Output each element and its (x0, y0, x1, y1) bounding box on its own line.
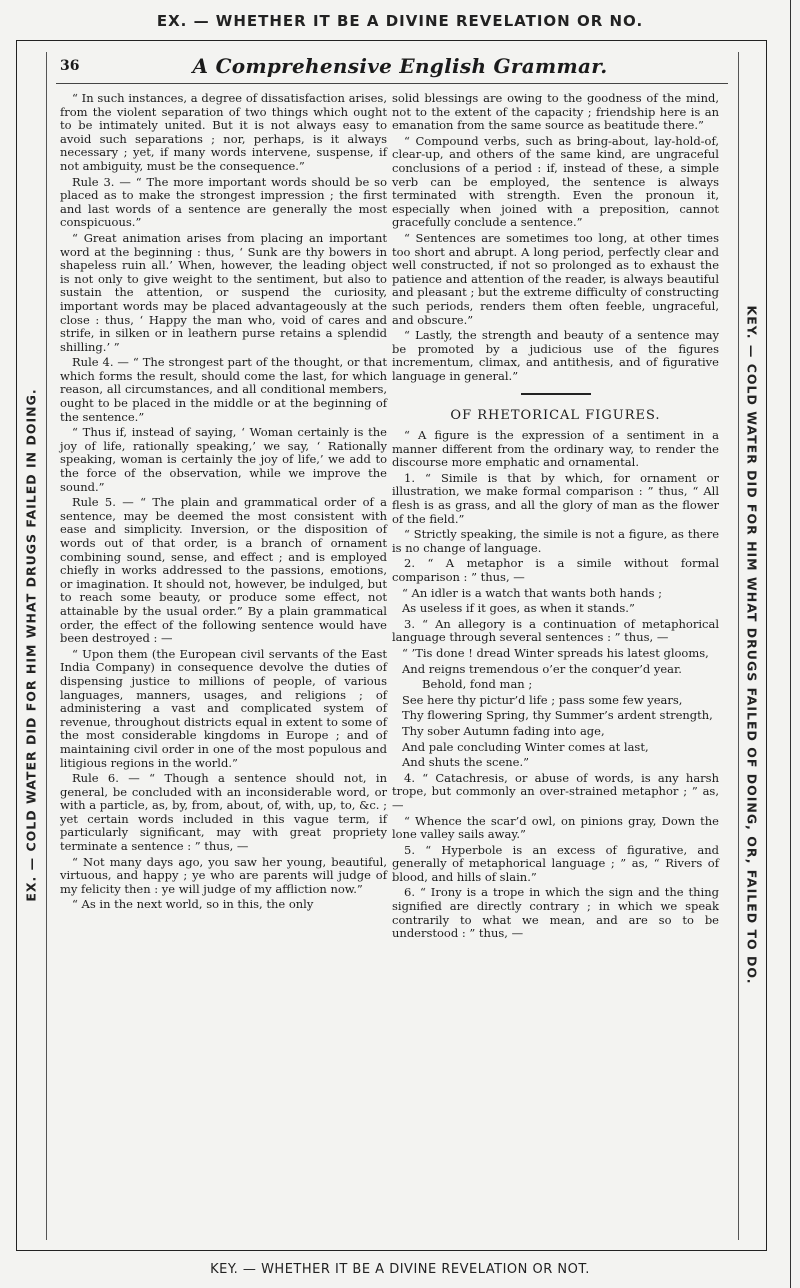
verse-line: And pale concluding Winter comes at last, (402, 739, 649, 754)
paragraph: 6. “ Irony is a trope in which the sign and the thing signified are directly contrary ; in which we speak contrarily to what we mean, and are so to be understood : ” thus, — (392, 885, 719, 941)
paragraph: “ Compound verbs, such as bring-about, lay-hold-of, clear-up, and others of the same kind, are ungraceful conclusions of a period : if, instead of these, a simple verb can be employed, the sentence is always terminated with strength. Even the pronoun it, especially when joined with a preposition, cannot gracefully conclude a sentence.” (392, 133, 719, 230)
verse-line: Thy flowering Spring, thy Summer’s ardent strength, (402, 708, 713, 723)
inner-right-rule (738, 52, 739, 1240)
paragraph: Rule 4. — “ The strongest part of the thought, or that which forms the result, should come the last, for which reason, all circumstances, and all conditional members, ought to be placed in the middle or at the beginning of the sentence.” (60, 355, 387, 424)
verse-line: Behold, fond man ; (422, 677, 533, 692)
paragraph: 5. “ Hyperbole is an excess of figurative, and generally of metaphorical language ; ” as, “ Rivers of blood, and hills of slain.” (392, 842, 719, 884)
paragraph: “ Whence the scar’d owl, on pinions gray, Down the lone valley sails away.” (392, 813, 719, 842)
edge-rule (790, 0, 791, 1288)
paragraph: 4. “ Catachresis, or abuse of words, is any harsh trope, but commonly an over-strained metaphor ; ” as, — (392, 770, 719, 812)
verse-line: See here thy pictur’d life ; pass some few years, (402, 692, 683, 707)
paragraph: “ Sentences are sometimes too long, at other times too short and abrupt. A long period, perfectly clear and well constructed, if not so prolonged as to exhaust the patience and attention of the reader, is always beautiful and pleasant ; but the extreme difficulty of constructing such periods, renders them often feeble, ungraceful, and obscure.” (392, 230, 719, 327)
verse-line: And reigns tremendous o’er the conquer’d year. (402, 661, 682, 676)
inner-left-rule (46, 52, 47, 1240)
left-margin-banner: EX. — COLD WATER DID FOR HIM WHAT DRUGS FAILED IN DOING. (23, 388, 39, 902)
frame-bottom-rule (16, 1250, 767, 1251)
paragraph: “ A figure is the expression of a sentiment in a manner different from the ordinary way, to render the discourse more emphatic and ornamental. (392, 428, 719, 470)
paragraph: “ Great animation arises from placing an important word at the beginning : thus, ‘ Sunk are thy bowers in shapeless ruin all.’ When, however, the leading object is not only to give weight to the sentiment, but also to sustain the attention, or suspend the curiosity, important words may be placed advantageously at the close : thus, ‘ Happy the man who, void of cares and strife, in silken or in leathern purse retains a splendid shilling.’ ” (60, 230, 387, 354)
paragraph: “ Upon them (the European civil servants of the East India Company) in consequence devolve the duties of dispensing justice to millions of people, of various languages, manners, usages, and religions ; of administering a vast and complicated system of revenue, throughout districts equal in extent to some of the most considerable kingdoms in Europe ; and of maintaining civil order in one of the most populous and litigious regions in the world.” (60, 646, 387, 770)
verse-line: As useless if it goes, as when it stands.” (402, 601, 635, 616)
frame-top-rule (16, 40, 767, 41)
left-column (60, 92, 387, 914)
paragraph: “ As in the next world, so in this, the only (72, 897, 314, 912)
paragraph: 2. “ A metaphor is a simile without formal comparison : ” thus, — (392, 556, 719, 584)
right-column (392, 92, 719, 943)
bottom-banner: KEY. — WHETHER IT BE A DIVINE REVELATION OR NOT. (210, 1262, 590, 1277)
verse-line: “ ’Tis done ! dread Winter spreads his latest glooms, (402, 645, 709, 660)
paragraph: 3. “ An allegory is a continuation of metaphorical language through several sentences : ” thus, — (392, 616, 719, 645)
paragraph: Rule 3. — “ The more important words should be so placed as to make the strongest impression ; the first and last words of a sentence are generally the most conspicuous.” (60, 174, 387, 230)
top-banner: EX. — WHETHER IT BE A DIVINE REVELATION OR NO. (156, 12, 644, 30)
paragraph: Rule 5. — “ The plain and grammatical order of a sentence, may be deemed the most consistent with ease and simplicity. Inversion, or the disposition of words out of that order, is a branch of ornament combining sound, sense, and effect ; and is employed chiefly in works addressed to the passions, emotions, or imagination. It should not, however, be indulged, but to reach some beauty, or produce some effect, not attainable by the usual order.” By a plain grammatical order, the effect of the following sentence would have been destroyed : — (60, 495, 387, 646)
paragraph: solid blessings are owing to the goodness of the mind, not to the extent of the capacity ; friendship here is an emanation from the same source as beatitude there.” (392, 91, 719, 133)
paragraph: “ Not many days ago, you saw her young, beautiful, virtuous, and happy ; ye who are parents will judge of my felicity then : ye will judge of my affliction now.” (60, 854, 387, 896)
header-rule (56, 83, 728, 84)
page-number: 36 (60, 58, 80, 74)
paragraph: “ Lastly, the strength and beauty of a sentence may be promoted by a judicious use of the figures incrementum, climax, and antithesis, and of figurative language in general.” (392, 328, 719, 383)
running-head: A Comprehensive English Grammar. (192, 54, 608, 78)
verse-line: Thy sober Autumn fading into age, (402, 723, 605, 738)
frame-left-rule (16, 40, 17, 1251)
section-divider (521, 393, 591, 395)
section-heading: OF RHETORICAL FIGURES. (450, 408, 661, 424)
paragraph: 1. “ Simile is that by which, for ornament or illustration, we make formal comparison : ” thus, “ All flesh is as grass, and all the glory of man as the flower of the field.” (392, 470, 719, 526)
verse-line: “ An idler is a watch that wants both hands ; (402, 585, 663, 600)
frame-right-rule (766, 40, 767, 1251)
verse-line: And shuts the scene.” (402, 755, 530, 770)
paragraph: “ In such instances, a degree of dissatisfaction arises, from the violent separation of two things which ought to be intimately united. But it is not always easy to avoid such separations ; nor, perhaps, is it always necessary ; yet, if many words intervene, suspense, if not ambiguity, must be the consequence.” (60, 91, 387, 173)
paragraph: Rule 6. — “ Though a sentence should not, in general, be concluded with an inconsiderable word, or with a particle, as, by, from, about, of, with, up, to, &c. ; yet certain words included in this vague term, if particularly significant, may with great propriety terminate a sentence : ” thus, — (60, 771, 387, 854)
right-margin-banner: KEY. — COLD WATER DID FOR HIM WHAT DRUGS FAILED OF DOING, OR, FAILED TO DO. (744, 305, 760, 985)
paragraph: “ Thus if, instead of saying, ‘ Woman certainly is the joy of life, rationally speaking,’ we say, ‘ Rationally speaking, woman is certainly the joy of life,’ we add to the force of the observation, while we improve the sound.” (60, 425, 387, 494)
paragraph: “ Strictly speaking, the simile is not a figure, as there is no change of language. (392, 527, 719, 555)
